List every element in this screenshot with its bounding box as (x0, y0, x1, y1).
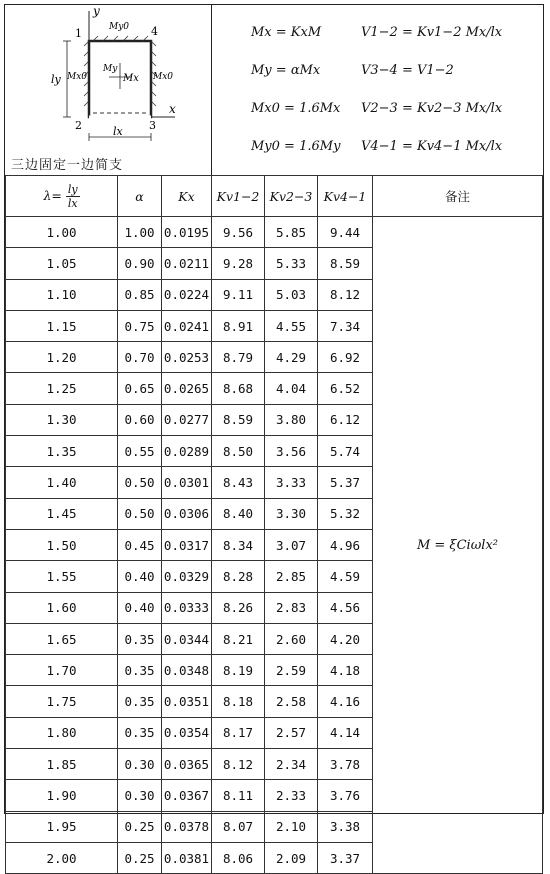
cell-kv12: 8.28 (212, 561, 265, 592)
cell-alpha: 0.50 (118, 467, 162, 498)
cell-alpha: 0.35 (118, 655, 162, 686)
cell-alpha: 0.55 (118, 436, 162, 467)
cell-kv41: 5.32 (318, 498, 373, 529)
cell-kv23: 3.07 (265, 529, 318, 560)
table-header-row (6, 176, 543, 217)
cell-alpha: 0.70 (118, 342, 162, 373)
cell-kv12: 8.12 (212, 749, 265, 780)
remark-cell: M = ξCiωlx² (373, 217, 543, 874)
plate-diagram (5, 5, 209, 155)
cell-kx: 0.0301 (162, 467, 212, 498)
formula-mx: Mx = KxM (251, 25, 322, 40)
cell-kv41: 3.76 (318, 780, 373, 811)
cell-kv23: 2.83 (265, 592, 318, 623)
cell-kv41: 3.38 (318, 811, 373, 842)
formula-v34: V3−4 = V1−2 (361, 63, 454, 78)
corner-2-label: 2 (75, 119, 82, 132)
header-lambda-fraction (66, 183, 80, 210)
cell-kv23: 3.30 (265, 498, 318, 529)
cell-kv12: 8.17 (212, 717, 265, 748)
cell-kv23: 3.56 (265, 436, 318, 467)
cell-kx: 0.0195 (162, 217, 212, 248)
formula-cell (211, 5, 543, 175)
cell-alpha: 0.30 (118, 780, 162, 811)
cell-kv41: 4.59 (318, 561, 373, 592)
header-kv23: Kv2−3 (265, 176, 318, 217)
cell-alpha: 0.60 (118, 404, 162, 435)
cell-kx: 0.0317 (162, 529, 212, 560)
cell-alpha: 0.45 (118, 529, 162, 560)
cell-kv23: 2.09 (265, 842, 318, 873)
cell-alpha: 0.25 (118, 811, 162, 842)
cell-kv23: 3.80 (265, 404, 318, 435)
cell-alpha: 0.65 (118, 373, 162, 404)
cell-alpha: 0.40 (118, 592, 162, 623)
cell-kv12: 8.79 (212, 342, 265, 373)
cell-kv12: 8.18 (212, 686, 265, 717)
cell-lambda: 1.75 (6, 686, 118, 717)
formula-mx0: Mx0 = 1.6Mx (251, 101, 341, 116)
cell-lambda: 1.55 (6, 561, 118, 592)
cell-kv23: 2.58 (265, 686, 318, 717)
cell-kx: 0.0224 (162, 279, 212, 310)
header-remark: 备注 (373, 176, 543, 217)
lx-dimension-label: lx (113, 125, 123, 138)
table-frame (4, 4, 544, 866)
table-header-block (5, 5, 543, 176)
cell-kv12: 8.21 (212, 623, 265, 654)
cell-kx: 0.0333 (162, 592, 212, 623)
cell-kv12: 8.26 (212, 592, 265, 623)
diagram-caption: 三边固定一边简支 (11, 158, 124, 173)
cell-kv23: 4.29 (265, 342, 318, 373)
formula-v41: V4−1 = Kv4−1 Mx/lx (361, 139, 503, 154)
cell-kv23: 3.33 (265, 467, 318, 498)
cell-kv41: 7.34 (318, 310, 373, 341)
cell-kx: 0.0265 (162, 373, 212, 404)
header-lambda-denominator: lx (67, 196, 78, 210)
plate-diagram-cell (5, 5, 212, 175)
cell-kx: 0.0367 (162, 780, 212, 811)
formula-v12: V1−2 = Kv1−2 Mx/lx (361, 25, 503, 40)
cell-kv23: 2.33 (265, 780, 318, 811)
cell-kv12: 8.06 (212, 842, 265, 873)
cell-kx: 0.0381 (162, 842, 212, 873)
cell-alpha: 0.25 (118, 842, 162, 873)
cell-kv12: 8.40 (212, 498, 265, 529)
cell-kv41: 4.56 (318, 592, 373, 623)
axis-x-label: x (169, 102, 176, 116)
cell-kv12: 9.56 (212, 217, 265, 248)
my0-label: My0 (109, 22, 130, 32)
cell-kv23: 2.59 (265, 655, 318, 686)
corner-3-label: 3 (149, 119, 156, 132)
header-lambda (6, 176, 118, 217)
cell-lambda: 1.00 (6, 217, 118, 248)
cell-alpha: 0.30 (118, 749, 162, 780)
cell-kv41: 5.37 (318, 467, 373, 498)
cell-alpha: 0.90 (118, 248, 162, 279)
cell-lambda: 1.25 (6, 373, 118, 404)
mx0-right-label: Mx0 (153, 72, 174, 82)
cell-kv12: 8.68 (212, 373, 265, 404)
cell-kx: 0.0354 (162, 717, 212, 748)
cell-lambda: 1.50 (6, 529, 118, 560)
ly-dimension-label: ly (51, 73, 61, 86)
cell-lambda: 1.60 (6, 592, 118, 623)
cell-kv23: 5.33 (265, 248, 318, 279)
my-label: My (103, 64, 118, 74)
header-alpha: α (118, 176, 162, 217)
cell-kx: 0.0211 (162, 248, 212, 279)
cell-kv41: 4.16 (318, 686, 373, 717)
cell-kv41: 3.78 (318, 749, 373, 780)
mx-label: Mx (123, 73, 139, 84)
cell-alpha: 0.40 (118, 561, 162, 592)
cell-kx: 0.0365 (162, 749, 212, 780)
cell-lambda: 1.45 (6, 498, 118, 529)
cell-kx: 0.0348 (162, 655, 212, 686)
cell-kv23: 2.34 (265, 749, 318, 780)
header-lambda-numerator: ly (67, 182, 78, 196)
cell-kv41: 4.14 (318, 717, 373, 748)
cell-lambda: 1.85 (6, 749, 118, 780)
header-kv12: Kv1−2 (212, 176, 265, 217)
cell-kx: 0.0306 (162, 498, 212, 529)
cell-lambda: 1.95 (6, 811, 118, 842)
table-body (6, 217, 543, 874)
mx0-left-label: Mx0 (67, 72, 88, 82)
cell-lambda: 1.90 (6, 780, 118, 811)
cell-kv41: 9.44 (318, 217, 373, 248)
coefficient-table (5, 175, 543, 874)
cell-kv23: 5.03 (265, 279, 318, 310)
cell-kv41: 6.92 (318, 342, 373, 373)
cell-kv12: 8.59 (212, 404, 265, 435)
cell-kv12: 8.34 (212, 529, 265, 560)
cell-kx: 0.0277 (162, 404, 212, 435)
cell-kv23: 2.60 (265, 623, 318, 654)
cell-kx: 0.0289 (162, 436, 212, 467)
cell-kv12: 8.43 (212, 467, 265, 498)
cell-lambda: 1.30 (6, 404, 118, 435)
cell-lambda: 1.70 (6, 655, 118, 686)
cell-kv12: 9.11 (212, 279, 265, 310)
cell-kx: 0.0241 (162, 310, 212, 341)
cell-kv23: 4.55 (265, 310, 318, 341)
cell-kv23: 5.85 (265, 217, 318, 248)
corner-4-label: 4 (151, 25, 158, 38)
cell-kv12: 8.11 (212, 780, 265, 811)
cell-kv23: 2.10 (265, 811, 318, 842)
cell-kv41: 4.18 (318, 655, 373, 686)
cell-alpha: 0.35 (118, 623, 162, 654)
cell-kx: 0.0329 (162, 561, 212, 592)
cell-kv12: 8.07 (212, 811, 265, 842)
cell-lambda: 1.15 (6, 310, 118, 341)
cell-kx: 0.0378 (162, 811, 212, 842)
cell-alpha: 1.00 (118, 217, 162, 248)
cell-kv12: 9.28 (212, 248, 265, 279)
formula-v23: V2−3 = Kv2−3 Mx/lx (361, 101, 503, 116)
cell-kv41: 8.59 (318, 248, 373, 279)
axis-y-label: y (93, 5, 100, 18)
cell-kv41: 3.37 (318, 842, 373, 873)
cell-alpha: 0.85 (118, 279, 162, 310)
cell-lambda: 1.35 (6, 436, 118, 467)
cell-kx: 0.0351 (162, 686, 212, 717)
cell-kv23: 4.04 (265, 373, 318, 404)
header-lambda-prefix: λ= (43, 187, 62, 203)
cell-kv23: 2.85 (265, 561, 318, 592)
cell-kx: 0.0344 (162, 623, 212, 654)
cell-alpha: 0.35 (118, 717, 162, 748)
cell-kv12: 8.50 (212, 436, 265, 467)
cell-lambda: 1.10 (6, 279, 118, 310)
cell-alpha: 0.75 (118, 310, 162, 341)
formula-my: My = αMx (251, 63, 321, 78)
header-kv41: Kv4−1 (318, 176, 373, 217)
corner-1-label: 1 (75, 27, 82, 40)
cell-kv41: 6.52 (318, 373, 373, 404)
table-row (6, 217, 543, 248)
cell-alpha: 0.50 (118, 498, 162, 529)
cell-lambda: 1.40 (6, 467, 118, 498)
cell-lambda: 1.80 (6, 717, 118, 748)
formula-my0: My0 = 1.6My (251, 139, 341, 154)
cell-kv41: 4.20 (318, 623, 373, 654)
cell-kx: 0.0253 (162, 342, 212, 373)
cell-kv41: 8.12 (318, 279, 373, 310)
cell-kv41: 5.74 (318, 436, 373, 467)
cell-kv12: 8.91 (212, 310, 265, 341)
cell-kv23: 2.57 (265, 717, 318, 748)
cell-kv12: 8.19 (212, 655, 265, 686)
cell-lambda: 1.65 (6, 623, 118, 654)
cell-kv41: 6.12 (318, 404, 373, 435)
cell-kv41: 4.96 (318, 529, 373, 560)
header-kx: Kx (162, 176, 212, 217)
cell-lambda: 1.05 (6, 248, 118, 279)
cell-lambda: 1.20 (6, 342, 118, 373)
cell-alpha: 0.35 (118, 686, 162, 717)
cell-lambda: 2.00 (6, 842, 118, 873)
